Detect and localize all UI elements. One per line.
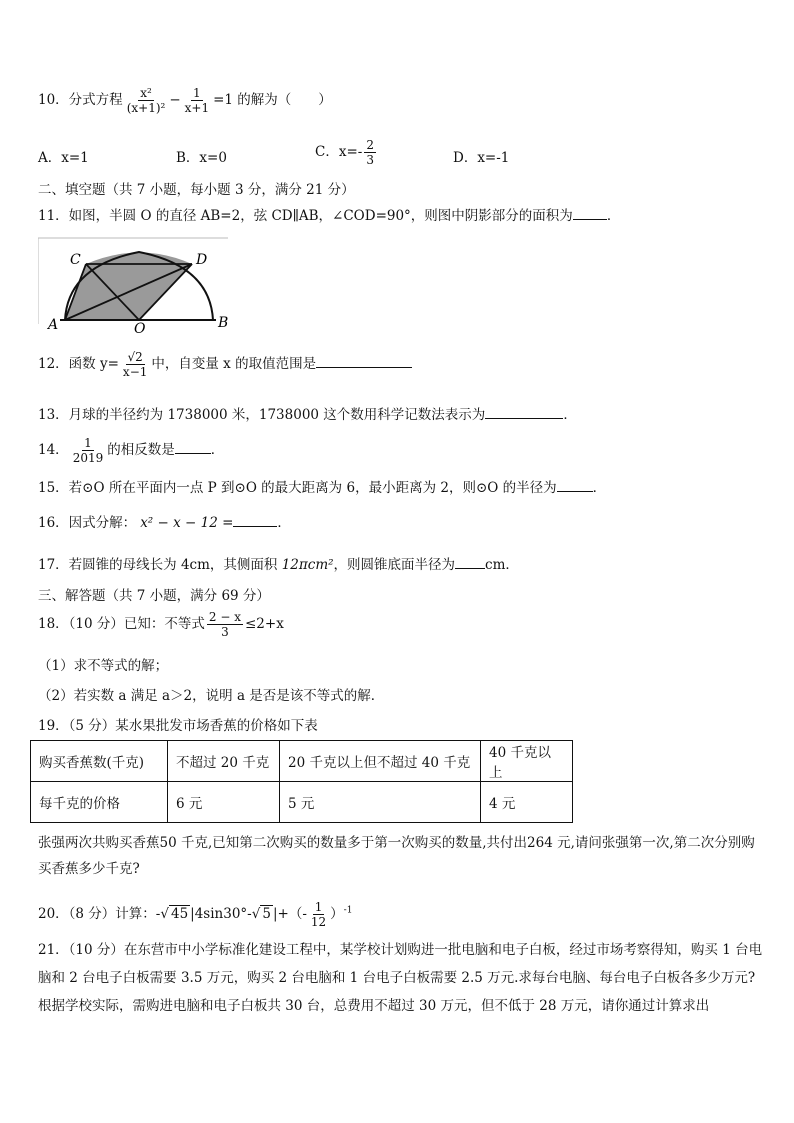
question-18-part-2: （2）若实数 a 满足 a＞2，说明 a 是否是该不等式的解． — [38, 688, 385, 704]
answer-blank — [557, 479, 593, 492]
section-heading-answer: 三、解答题（共 7 小题，满分 69 分） — [38, 588, 270, 604]
table-cell: 每千克的价格 — [31, 782, 168, 823]
question-15: 15．若⊙O 所在平面内一点 P 到⊙O 的最大距离为 6，最小距离为 2，则⊙O 的半径为 ． — [38, 480, 607, 496]
answer-blank — [455, 556, 485, 569]
question-16: 16．因式分解： x² − x − 12 = ． — [38, 515, 291, 531]
semicircle-figure — [38, 236, 238, 336]
table-cell: 40 千克以上 — [481, 741, 573, 782]
answer-blank — [233, 514, 277, 527]
section-heading-fill-blank: 二、填空题（共 7 小题，每小题 3 分，满分 21 分） — [38, 182, 355, 198]
fraction: $\frac{\text{x²}}{\text{(x+1)²}}$ — [126, 86, 166, 115]
option-a: A．x=1 — [38, 150, 89, 166]
question-18-part-1: （1）求不等式的解； — [38, 658, 169, 674]
label-d: D — [196, 252, 208, 268]
question-10: 10．分式方程 $\frac{\text{x²}}{\text{(x+1)²}}$ − $\frac{1}{x+1}$ =1 的解为（ ） — [38, 86, 332, 115]
table-cell: 4 元 — [481, 782, 573, 823]
question-18: 18．（10 分）已知：不等式 $\frac{2 - x}{3}$ ≤2+x — [38, 610, 284, 639]
option-b: B．x=0 — [176, 150, 227, 166]
question-12: 12．函数 y= $\frac{√2}{x-1}$ 中，自变量 x 的取值范围是 — [38, 350, 412, 379]
label-o: O — [134, 321, 146, 336]
table-row — [31, 741, 573, 782]
question-19-body: 张强两次共购买香蕉50 千克,已知第二次购买的数量多于第一次购买的数量,共付出264 元,请问张强第一次,第二次分别购买香蕉多少千克? — [38, 835, 755, 877]
option-d: D．x=-1 — [453, 150, 510, 166]
answer-blank — [485, 406, 563, 419]
answer-blank — [573, 207, 607, 220]
option-c: C．x=- $\frac{2}{3}$ — [315, 138, 374, 167]
question-20: 20．（8 分）计算：-√ 45 |4sin30°-√ 5 |+（- $\frac{1}{12}$ ）$^{-1}$ — [38, 900, 353, 929]
sqrt-expression: √ 45 — [160, 906, 189, 922]
sqrt-expression: √ 5 — [251, 906, 271, 922]
answer-blank — [175, 441, 211, 454]
question-19-title: 19．（5 分）某水果批发市场香蕉的价格如下表 — [38, 718, 318, 734]
table-cell: 5 元 — [280, 782, 481, 823]
banana-price-table — [30, 740, 573, 823]
question-14: 14． $\frac{1}{2019}$ 的相反数是 ． — [38, 436, 225, 465]
label-c: C — [70, 252, 81, 268]
question-17: 17．若圆锥的母线长为 4cm，其侧面积 12πcm²，则圆锥底面半径为 cm． — [38, 557, 519, 573]
table-cell: 不超过 20 千克 — [168, 741, 280, 782]
fraction: $\frac{1}{x+1}$ — [184, 86, 210, 115]
table-cell: 6 元 — [168, 782, 280, 823]
table-cell: 购买香蕉数(千克) — [31, 741, 168, 782]
question-11: 11．如图，半圆 O 的直径 AB=2，弦 CD∥AB，∠COD=90°，则图中阴影部分的面积为 ． — [38, 208, 621, 224]
label-b: B — [218, 315, 229, 331]
answer-blank — [316, 355, 412, 368]
label-a: A — [48, 317, 59, 333]
table-cell: 20 千克以上但不超过 40 千克 — [280, 741, 481, 782]
table-row — [31, 782, 573, 823]
question-21: 21．（10 分）在东营市中小学标准化建设工程中，某学校计划购进一批电脑和电子白板，经过市场考察得知，购买 1 台电脑和 2 台电子白板需要 3.5 万元，购买 2 台电脑和 1 台电子白板需要 2.5 万元.求每台电脑、每台电子白板各多少万元?根据学校实际，需购进电脑和电子白板共 30 台，总费用不超过 30 万元，但不低于 28 万元，请你通过计算求出 — [38, 942, 763, 1014]
question-13: 13．月球的半径约为 1738000 米，1738000 这个数用科学记数法表示为 ． — [38, 407, 577, 423]
